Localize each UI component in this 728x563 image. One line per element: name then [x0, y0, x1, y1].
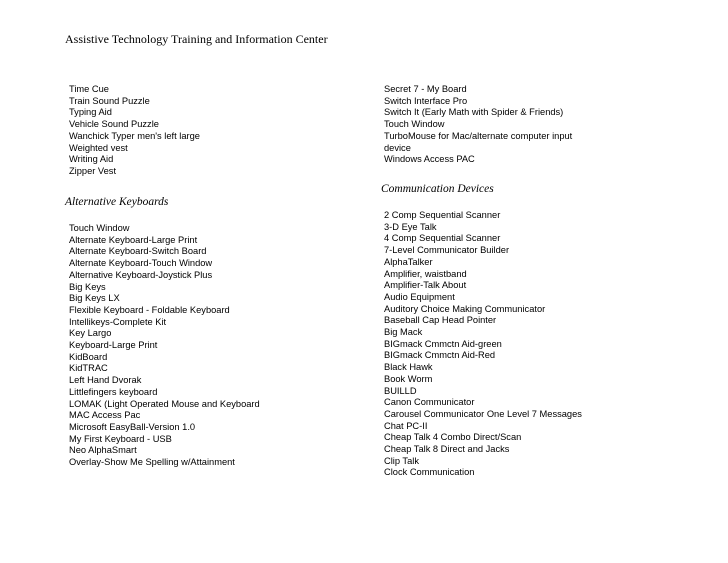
list-item: Zipper Vest — [69, 165, 117, 176]
list-item: Touch Window — [384, 119, 445, 130]
list-item: Microsoft EasyBall-Version 1.0 — [69, 421, 196, 432]
list-item: Windows Access PAC — [384, 154, 475, 165]
communication-devices-list — [384, 210, 604, 479]
list-item: Black Hawk — [384, 362, 433, 373]
list-item: Switch It (Early Math with Spider & Friends) — [384, 107, 564, 118]
list-item: 3-D Eye Talk — [384, 221, 437, 232]
list-item: 7-Level Communicator Builder — [384, 245, 510, 256]
list-item: Chat PC-II — [384, 420, 428, 431]
list-item: MAC Access Pac — [69, 410, 141, 421]
communication-devices-list-container — [384, 210, 604, 479]
list-item: My First Keyboard - USB — [69, 433, 172, 444]
list-item: Baseball Cap Head Pointer — [384, 315, 497, 326]
list-item: Intellikeys-Complete Kit — [69, 316, 167, 327]
list-item: Clip Talk — [384, 455, 419, 466]
list-item: Amplifier-Talk About — [384, 280, 467, 291]
list-item: Left Hand Dvorak — [69, 375, 142, 386]
list-item: LOMAK (Light Operated Mouse and Keyboard — [69, 398, 260, 409]
right-top-list — [384, 84, 604, 166]
list-item: KidBoard — [69, 351, 108, 362]
list-item: Alternate Keyboard-Switch Board — [69, 246, 207, 257]
list-item: Canon Communicator — [384, 397, 475, 408]
list-item: AlphaTalker — [384, 256, 433, 267]
list-item: Alternate Keyboard-Touch Window — [69, 258, 213, 269]
list-item: Wanchick Typer men's left large — [69, 130, 200, 141]
section-title-alternative-keyboards: Alternative Keyboards — [65, 196, 169, 208]
list-item: Vehicle Sound Puzzle — [69, 119, 159, 130]
list-item: Train Sound Puzzle — [69, 95, 150, 106]
list-item: Big Keys — [69, 281, 106, 292]
left-top-list — [69, 84, 369, 178]
list-item: Key Largo — [69, 328, 112, 339]
list-item: Cheap Talk 8 Direct and Jacks — [384, 444, 510, 455]
list-item: Alternative Keyboard-Joystick Plus — [69, 269, 213, 280]
list-item: Typing Aid — [69, 107, 112, 118]
list-item: Neo AlphaSmart — [69, 445, 137, 456]
list-item: Switch Interface Pro — [384, 95, 468, 106]
section-title-communication-devices: Communication Devices — [381, 183, 494, 195]
list-item: BIGmack Cmmctn Aid-green — [384, 338, 502, 349]
list-item: BUILLD — [384, 385, 417, 396]
list-item: Time Cue — [69, 84, 109, 94]
list-item: Big Mack — [384, 327, 423, 338]
list-item: Amplifier, waistband — [384, 268, 467, 279]
list-item: Weighted vest — [69, 142, 128, 153]
alternative-keyboards-list-container — [69, 223, 369, 469]
left-top-list-container — [69, 84, 369, 178]
alternative-keyboards-list — [69, 223, 369, 469]
page-header: Assistive Technology Training and Information Center — [65, 32, 328, 46]
list-item: Secret 7 - My Board — [384, 84, 467, 94]
list-item: KidTRAC — [69, 363, 108, 374]
list-item: Writing Aid — [69, 154, 114, 165]
list-item: Keyboard-Large Print — [69, 340, 158, 351]
list-item: Big Keys LX — [69, 293, 120, 304]
list-item: 4 Comp Sequential Scanner — [384, 233, 501, 244]
list-item: Flexible Keyboard - Foldable Keyboard — [69, 304, 230, 315]
list-item: Littlefingers keyboard — [69, 386, 158, 397]
list-item: 2 Comp Sequential Scanner — [384, 210, 501, 220]
list-item: TurboMouse for Mac/alternate computer input device — [384, 130, 573, 153]
list-item: Alternate Keyboard-Large Print — [69, 234, 198, 245]
list-item: Book Worm — [384, 373, 433, 384]
list-item: Touch Window — [69, 223, 130, 233]
list-item: Cheap Talk 4 Combo Direct/Scan — [384, 432, 522, 443]
list-item: BIGmack Cmmctn Aid-Red — [384, 350, 496, 361]
right-top-list-container — [384, 84, 604, 166]
list-item: Clock Communication — [384, 467, 475, 478]
list-item: Audio Equipment — [384, 291, 455, 302]
list-item: Carousel Communicator One Level 7 Messages — [384, 408, 582, 419]
list-item: Overlay-Show Me Spelling w/Attainment — [69, 457, 235, 468]
list-item: Auditory Choice Making Communicator — [384, 303, 546, 314]
